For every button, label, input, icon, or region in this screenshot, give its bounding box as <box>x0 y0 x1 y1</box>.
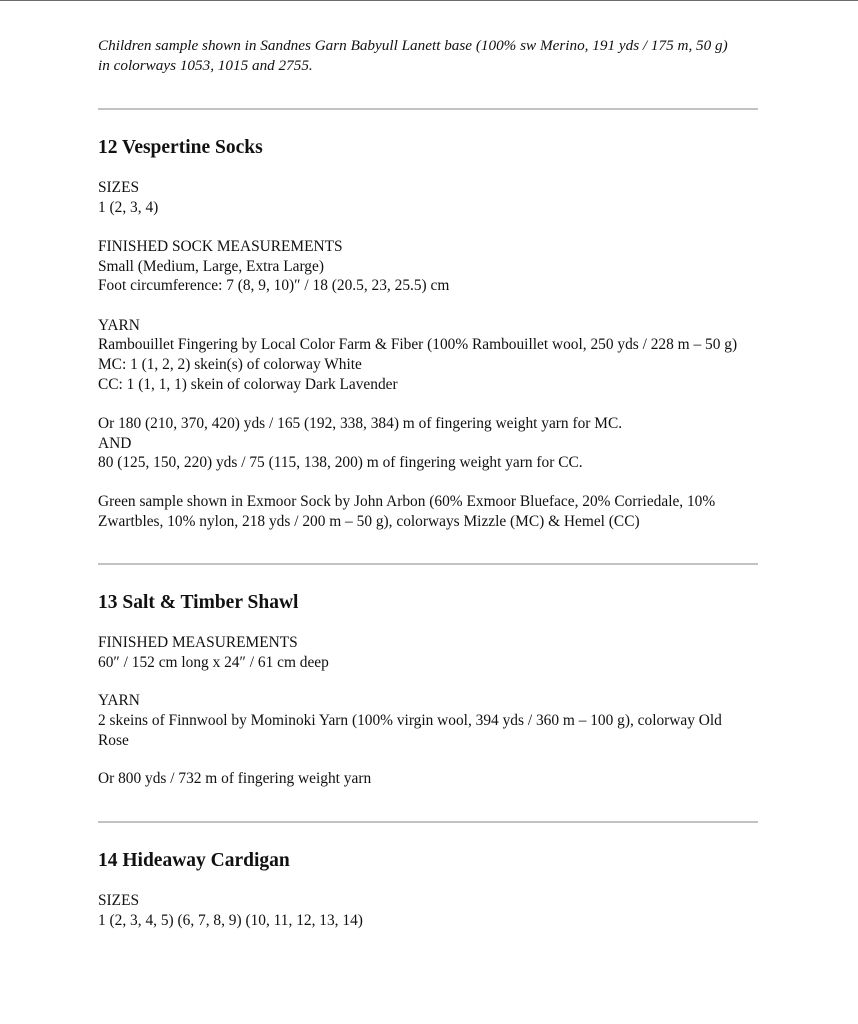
socks-sizes-label: SIZES <box>98 179 140 196</box>
shawl-measurements-value: 60″ / 152 cm long x 24″ / 61 cm deep <box>98 653 329 671</box>
shawl-yarn-line-2: Rose <box>98 731 129 749</box>
socks-measurements <box>98 237 758 296</box>
intro-line-2: in colorways 1053, 1015 and 2755. <box>98 57 313 74</box>
socks-alt-cc: 80 (125, 150, 220) yds / 75 (115, 138, 200) m of fingering weight yarn for CC. <box>98 454 583 472</box>
section-title-vespertine-socks: 12 Vespertine Socks <box>98 137 263 158</box>
shawl-measurements-label: FINISHED MEASUREMENTS <box>98 633 298 651</box>
socks-sizes <box>98 178 758 217</box>
socks-yarn-label: YARN <box>98 316 140 334</box>
shawl-yarn-label: YARN <box>98 692 140 710</box>
socks-sample-line-2: Zwartbles, 10% nylon, 218 yds / 200 m – 50 g), colorways Mizzle (MC) & Hemel (CC) <box>98 513 640 531</box>
cardigan-sizes-label: SIZES <box>98 892 140 910</box>
intro-line-1: Children sample shown in Sandnes Garn Babyull Lanett base (100% sw Merino, 191 yds / 175 m, 50 g) <box>98 37 728 54</box>
socks-yarn-mc: MC: 1 (1, 2, 2) skein(s) of colorway White <box>98 355 362 373</box>
socks-alternative-yarn <box>98 414 758 473</box>
socks-yarn-base: Rambouillet Fingering by Local Color Farm & Fiber (100% Rambouillet wool, 250 yds / 228 m – 50 g) <box>98 336 738 354</box>
document-page <box>98 0 758 930</box>
socks-alt-and: AND <box>98 434 132 452</box>
children-sample-note <box>98 36 758 76</box>
section-divider <box>98 108 758 110</box>
socks-sizes-value: 1 (2, 3, 4) <box>98 198 159 216</box>
shawl-yarn <box>98 691 758 750</box>
cardigan-sizes <box>98 891 758 930</box>
shawl-measurements <box>98 633 758 672</box>
section-divider <box>98 563 758 565</box>
shawl-alt: Or 800 yds / 732 m of fingering weight yarn <box>98 770 372 788</box>
section-title-hideaway-cardigan: 14 Hideaway Cardigan <box>98 850 290 872</box>
socks-sample-line-1: Green sample shown in Exmoor Sock by John Arbon (60% Exmoor Blueface, 20% Corriedale, 10% <box>98 493 716 511</box>
shawl-alternative-yarn <box>98 769 758 789</box>
socks-yarn-cc: CC: 1 (1, 1, 1) skein of colorway Dark Lavender <box>98 375 398 393</box>
socks-measurements-sizes: Small (Medium, Large, Extra Large) <box>98 257 324 275</box>
shawl-yarn-line-1: 2 skeins of Finnwool by Mominoki Yarn (100% virgin wool, 394 yds / 360 m – 100 g), colorway Old <box>98 711 722 729</box>
socks-measurements-label: FINISHED SOCK MEASUREMENTS <box>98 237 343 255</box>
socks-sample-note <box>98 492 758 531</box>
socks-alt-mc: Or 180 (210, 370, 420) yds / 165 (192, 338, 384) m of fingering weight yarn for MC. <box>98 414 623 432</box>
section-divider <box>98 821 758 823</box>
socks-measurements-foot: Foot circumference: 7 (8, 9, 10)″ / 18 (20.5, 23, 25.5) cm <box>98 277 450 295</box>
section-title-salt-timber-shawl: 13 Salt & Timber Shawl <box>98 591 299 613</box>
socks-yarn <box>98 316 758 395</box>
cardigan-sizes-value: 1 (2, 3, 4, 5) (6, 7, 8, 9) (10, 11, 12, 13, 14) <box>98 911 363 929</box>
